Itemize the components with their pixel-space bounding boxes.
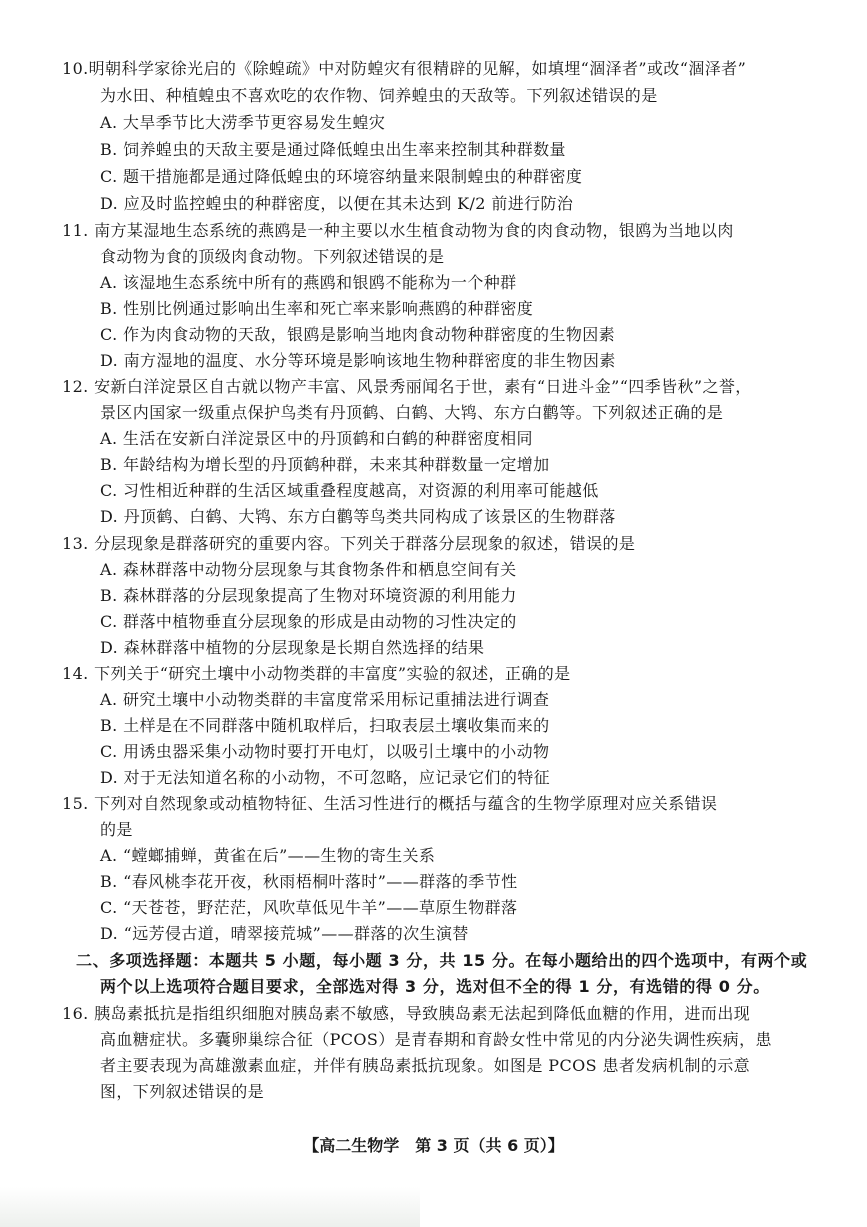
q15-option-c: C. “天苍苍，野茫茫，风吹草低见牛羊”——草原生物群落 — [100, 898, 518, 917]
q11-option-c: C. 作为肉食动物的天敌，银鸥是影响当地肉食动物种群密度的生物因素 — [100, 325, 616, 344]
q10-option-b: B. 饲养蝗虫的天敌主要是通过降低蝗虫出生率来控制其种群数量 — [100, 140, 566, 159]
q15-stem: 15. 下列对自然现象或动植物特征、生活习性进行的概括与蕴含的生物学原理对应关系错误 — [62, 794, 718, 813]
q14-option-c: C. 用诱虫器采集小动物时要打开电灯，以吸引土壤中的小动物 — [100, 742, 550, 761]
section-2-heading-cont: 两个以上选项符合题目要求，全部选对得 3 分，选对但不全的得 1 分，有选错的得 0 分。 — [100, 977, 770, 996]
q12-stem: 12. 安新白洋淀景区自古就以物产丰富、风景秀丽闻名于世，素有“日进斗金”“四季皆秋”之誉， — [62, 377, 752, 396]
q13-option-b: B. 森林群落的分层现象提高了生物对环境资源的利用能力 — [100, 586, 517, 605]
q11-option-b: B. 性别比例通过影响出生率和死亡率来影响燕鸥的种群密度 — [100, 299, 534, 318]
q11-stem-cont: 食动物为食的顶级肉食动物。下列叙述错误的是 — [100, 247, 445, 266]
q10-option-a: A. 大旱季节比大涝季节更容易发生蝗灾 — [100, 113, 386, 132]
q13-option-c: C. 群落中植物垂直分层现象的形成是由动物的习性决定的 — [100, 612, 517, 631]
q10-option-d: D. 应及时监控蝗虫的种群密度，以便在其未达到 K/2 前进行防治 — [100, 194, 574, 213]
q11-option-a: A. 该湿地生态系统中所有的燕鸥和银鸥不能称为一个种群 — [100, 273, 517, 292]
q12-option-c: C. 习性相近种群的生活区域重叠程度越高，对资源的利用率可能越低 — [100, 481, 599, 500]
q11-stem: 11. 南方某湿地生态系统的燕鸥是一种主要以水生植食动物为食的肉食动物，银鸥为当地以肉 — [62, 221, 734, 240]
q13-option-a: A. 森林群落中动物分层现象与其食物条件和栖息空间有关 — [100, 560, 517, 579]
section-2-heading: 二、多项选择题：本题共 5 小题，每小题 3 分，共 15 分。在每小题给出的四个选项中，有两个或 — [76, 951, 808, 970]
q13-stem: 13. 分层现象是群落研究的重要内容。下列关于群落分层现象的叙述，错误的是 — [62, 534, 636, 553]
q15-stem-cont: 的是 — [100, 820, 133, 839]
q14-option-b: B. 土样是在不同群落中随机取样后，扫取表层土壤收集而来的 — [100, 716, 550, 735]
q16-stem: 16. 胰岛素抵抗是指组织细胞对胰岛素不敏感，导致胰岛素无法起到降低血糖的作用，进而出现 — [62, 1004, 751, 1023]
q16-stem-line2: 高血糖症状。多囊卵巢综合征（PCOS）是青春期和育龄女性中常见的内分泌失调性疾病，患 — [100, 1030, 772, 1049]
page-footer: 【高二生物学 第 3 页（共 6 页）】 — [303, 1136, 564, 1155]
q16-stem-line4: 图，下列叙述错误的是 — [100, 1082, 265, 1101]
q15-option-a: A. “螳螂捕蝉，黄雀在后”——生物的寄生关系 — [100, 846, 436, 865]
q14-option-d: D. 对于无法知道名称的小动物，不可忽略，应记录它们的特征 — [100, 768, 551, 787]
q10-stem-cont: 为水田、种植蝗虫不喜欢吃的农作物、饲养蝗虫的天敌等。下列叙述错误的是 — [100, 86, 658, 105]
q13-option-d: D. 森林群落中植物的分层现象是长期自然选择的结果 — [100, 638, 485, 657]
q10-stem: 10.明朝科学家徐光启的《除蝗疏》中对防蝗灾有很精辟的见解，如填埋“涸泽者”或改“涸泽者” — [62, 59, 747, 78]
q10-option-c: C. 题干措施都是通过降低蝗虫的环境容纳量来限制蝗虫的种群密度 — [100, 167, 583, 186]
q12-option-a: A. 生活在安新白洋淀景区中的丹顶鹤和白鹤的种群密度相同 — [100, 429, 533, 448]
scan-shadow — [0, 1187, 420, 1227]
q15-option-b: B. “春风桃李花开夜，秋雨梧桐叶落时”——群落的季节性 — [100, 872, 518, 891]
q12-stem-cont: 景区内国家一级重点保护鸟类有丹顶鹤、白鹤、大鸨、东方白鹳等。下列叙述正确的是 — [100, 403, 724, 422]
q15-option-d: D. “远芳侵古道，晴翠接荒城”——群落的次生演替 — [100, 924, 469, 943]
q16-stem-line3: 者主要表现为高雄激素血症，并伴有胰岛素抵抗现象。如图是 PCOS 患者发病机制的示意 — [100, 1056, 751, 1075]
q14-stem: 14. 下列关于“研究土壤中小动物类群的丰富度”实验的叙述，正确的是 — [62, 664, 571, 683]
q12-option-b: B. 年龄结构为增长型的丹顶鹤种群，未来其种群数量一定增加 — [100, 455, 550, 474]
q11-option-d: D. 南方湿地的温度、水分等环境是影响该地生物种群密度的非生物因素 — [100, 351, 616, 370]
q14-option-a: A. 研究土壤中小动物类群的丰富度常采用标记重捕法进行调查 — [100, 690, 550, 709]
q12-option-d: D. 丹顶鹤、白鹤、大鸨、东方白鹳等鸟类共同构成了该景区的生物群落 — [100, 507, 616, 526]
